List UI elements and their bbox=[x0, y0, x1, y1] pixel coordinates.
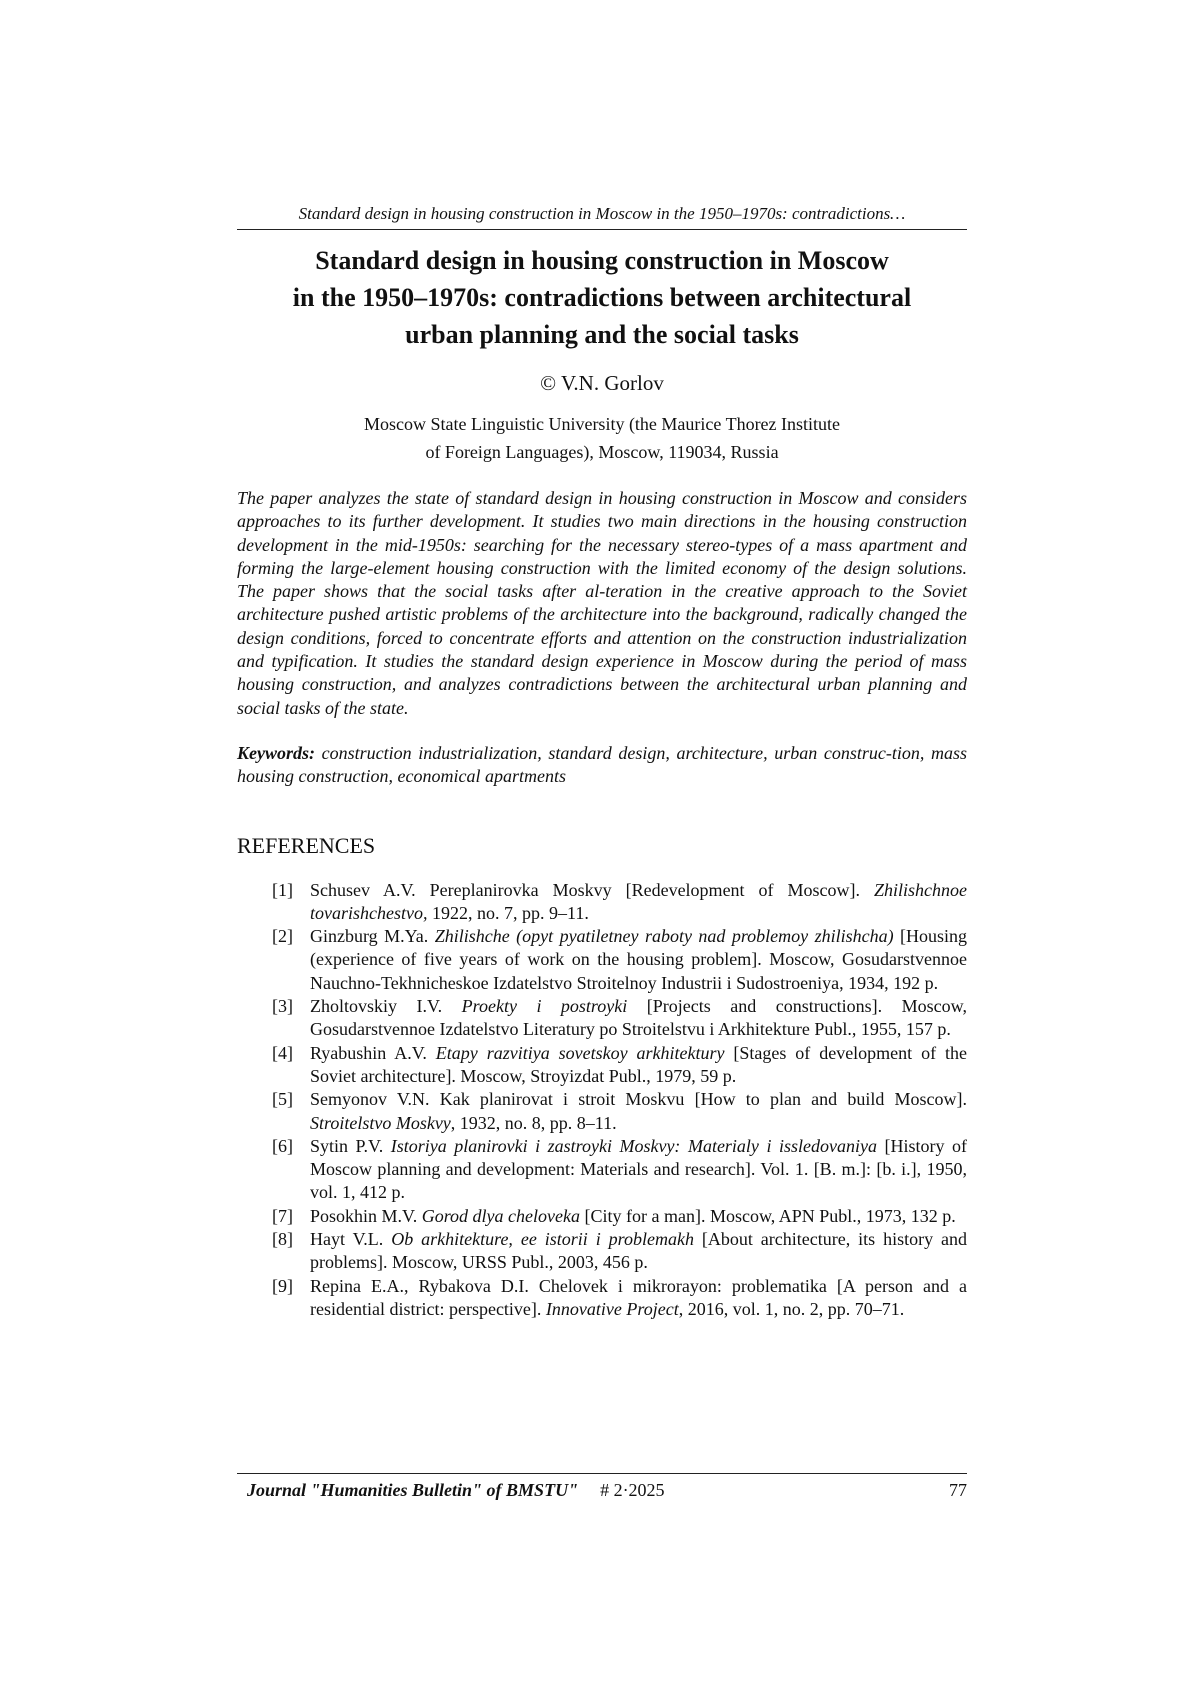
reference-number: [8] bbox=[272, 1229, 293, 1250]
reference-number: [1] bbox=[272, 879, 293, 900]
reference-item bbox=[237, 1228, 967, 1275]
affiliation-line: of Foreign Languages), Moscow, 119034, Russia bbox=[425, 442, 779, 462]
reference-item bbox=[237, 1088, 967, 1135]
title-line: in the 1950–1970s: contradictions between architectural bbox=[292, 283, 912, 312]
references-heading: REFERENCES bbox=[237, 832, 376, 858]
reference-text: Zholtovskiy I.V. Proekty i postroyki [Projects and constructions]. Moscow, Gosudarstvennoe Izdatelstvo Literatury po Stroitelstvu i Arkhitekture Publ., 1955, 157 p. bbox=[310, 996, 967, 1040]
keywords-label: Keywords: bbox=[237, 742, 315, 763]
reference-text: Ryabushin A.V. Etapy razvitiya sovetskoy arkhitektury [Stages of development of the Soviet architecture]. Moscow, Stroyizdat Publ., 1979, 59 p. bbox=[310, 1042, 967, 1086]
reference-text: Semyonov V.N. Kak planirovat i stroit Moskvu [How to plan and build Moscow]. Stroitelstvo Moskvy, 1932, no. 8, pp. 8–11. bbox=[310, 1089, 967, 1133]
keywords bbox=[237, 742, 967, 789]
page-body bbox=[237, 204, 967, 1321]
reference-text: Sytin P.V. Istoriya planirovki i zastroyki Moskvy: Materialy i issledovaniya [History of Moscow planning and development: Materials and research]. Vol. 1. [B. m.]: [b. i.], 1950, vol. 1, 412 p. bbox=[310, 1135, 967, 1203]
running-header: Standard design in housing construction in Moscow in the 1950–1970s: contradictions… bbox=[237, 204, 967, 230]
affiliation bbox=[237, 410, 967, 466]
reference-text: Repina E.A., Rybakova D.I. Chelovek i mikrorayon: problematika [A person and a residential district: perspective]. Innovative Project, 2016, vol. 1, no. 2, pp. 70–71. bbox=[310, 1275, 967, 1319]
reference-text: Hayt V.L. Ob arkhitekture, ee istorii i problemakh [About architecture, its history and problems]. Moscow, URSS Publ., 2003, 456 p. bbox=[310, 1229, 968, 1273]
page-number: 77 bbox=[949, 1480, 967, 1500]
reference-number: [7] bbox=[272, 1205, 293, 1226]
reference-item bbox=[237, 925, 967, 995]
reference-item bbox=[237, 995, 967, 1042]
journal-name: Journal "Humanities Bulletin" of BMSTU" bbox=[247, 1480, 579, 1500]
references-list bbox=[237, 879, 967, 1322]
reference-item bbox=[237, 1135, 967, 1205]
reference-number: [5] bbox=[272, 1089, 293, 1110]
author: © V.N. Gorlov bbox=[540, 371, 664, 395]
reference-item bbox=[237, 1205, 967, 1228]
issue-number: # 2·2025 bbox=[600, 1480, 665, 1500]
reference-number: [4] bbox=[272, 1042, 293, 1063]
affiliation-line: Moscow State Linguistic University (the Maurice Thorez Institute bbox=[363, 414, 841, 434]
reference-number: [3] bbox=[272, 996, 293, 1017]
reference-number: [6] bbox=[272, 1135, 293, 1156]
reference-item bbox=[237, 1275, 967, 1322]
reference-number: [9] bbox=[272, 1275, 293, 1296]
title-line: Standard design in housing construction in Moscow bbox=[315, 246, 889, 275]
reference-number: [2] bbox=[272, 926, 293, 947]
reference-text: Posokhin M.V. Gorod dlya cheloveka [City for a man]. Moscow, APN Publ., 1973, 132 p. bbox=[310, 1205, 956, 1226]
article-title bbox=[237, 242, 967, 353]
abstract: The paper analyzes the state of standard design in housing construction in Moscow and considers approaches to its further development. It studies two main directions in the housing construction development in the mid-1950s: searching for the necessary stereo-types of a mass apartment and forming the large-element housing construction with the limited economy of the design solutions. The paper shows that the social tasks after al-teration in the creative approach to the Soviet architecture pushed artistic problems of the architecture into the background, radically changed the design conditions, forced to concentrate efforts and attention on the construction industrialization and typification. It studies the standard design experience in Moscow during the period of mass housing construction, and analyzes contradictions between the architectural urban planning and social tasks of the state. bbox=[237, 488, 967, 718]
reference-item bbox=[237, 1042, 967, 1089]
reference-item bbox=[237, 879, 967, 926]
reference-text: Schusev A.V. Pereplanirovka Moskvy [Redevelopment of Moscow]. Zhilishchnoe tovarishchestvo, 1922, no. 7, pp. 9–11. bbox=[310, 879, 967, 923]
reference-text: Ginzburg M.Ya. Zhilishche (opyt pyatiletney raboty nad problemoy zhilishcha) [Housing (experience of five years of work on the housing problem]. Moscow, Gosudarstvennoe Nauchno-Tekhnicheskoe Izdatelstvo Stroitelnoy Industrii i Sudostroeniya, 1934, 192 p. bbox=[310, 926, 967, 993]
page-footer bbox=[237, 1473, 967, 1501]
keywords-text: construction industrialization, standard design, architecture, urban construc-tion, mass housing construction, economical apartments bbox=[237, 742, 967, 787]
title-line: urban planning and the social tasks bbox=[405, 320, 799, 349]
